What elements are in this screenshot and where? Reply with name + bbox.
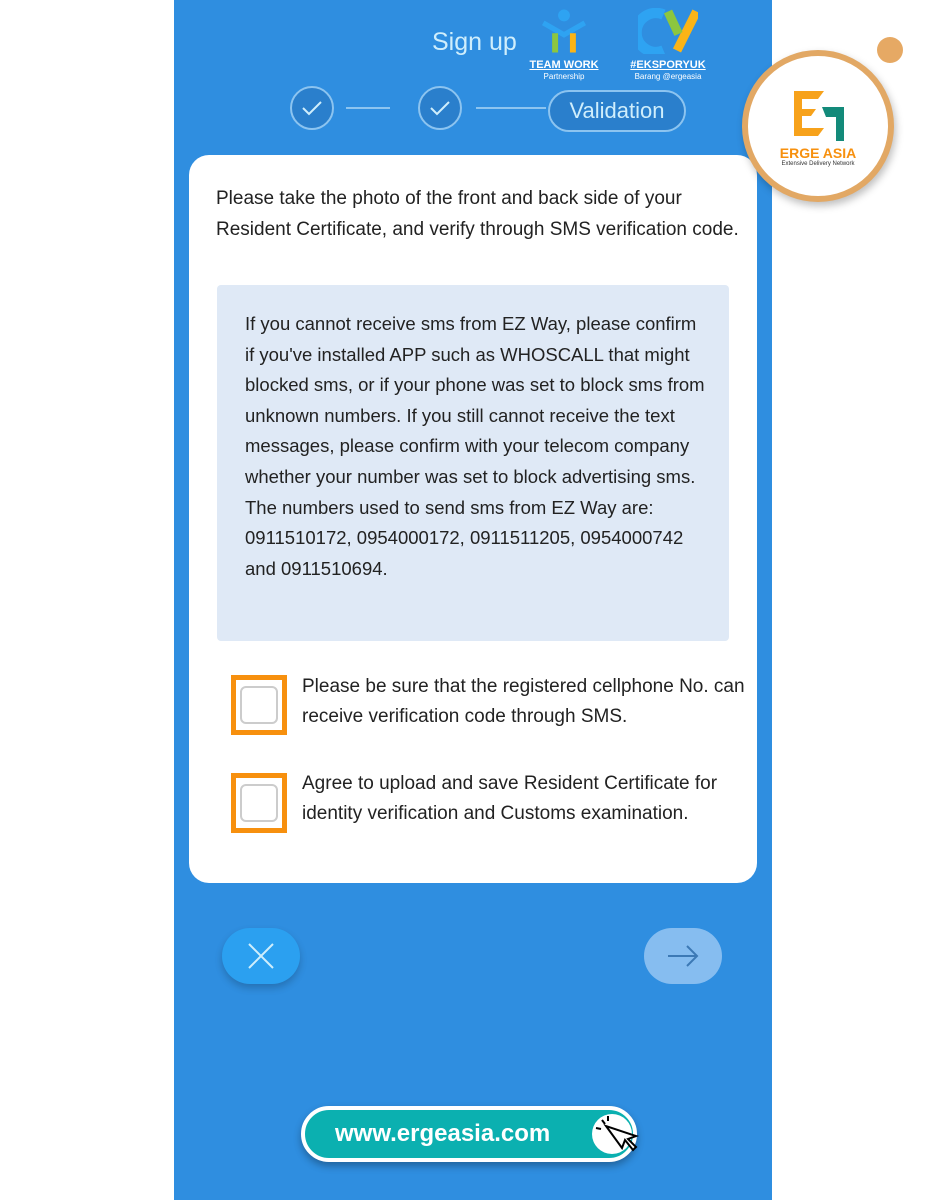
upload-agree-checkbox[interactable] bbox=[231, 773, 287, 833]
step-1-complete bbox=[290, 86, 334, 130]
phone-screen bbox=[174, 0, 772, 1200]
brand-tagline: Extensive Delivery Network bbox=[781, 161, 855, 167]
step-2-complete bbox=[418, 86, 462, 130]
instructions-text: Please take the photo of the front and back side of your Resident Certificate, and verify through SMS verification code. bbox=[216, 188, 739, 240]
teamwork-subtext: Partnership bbox=[543, 72, 585, 81]
cursor-click-icon bbox=[592, 1114, 632, 1154]
teamwork-text: TEAM WORK bbox=[529, 59, 599, 71]
eksporyuk-mark-icon bbox=[638, 8, 698, 54]
sms-confirm-checkbox[interactable] bbox=[231, 675, 287, 735]
verification-card bbox=[189, 155, 757, 883]
step-connector bbox=[476, 107, 546, 109]
arrow-right-icon bbox=[667, 945, 699, 967]
step-connector bbox=[346, 107, 390, 109]
page-title: Sign up bbox=[432, 28, 517, 56]
eksporyuk-subtext: Barang @ergeasia bbox=[634, 72, 702, 81]
erge-asia-mark-icon bbox=[788, 85, 848, 145]
eksporyuk-logo bbox=[620, 8, 716, 82]
sms-confirm-label: Please be sure that the registered cellphone No. can receive verification code through SMS. bbox=[302, 676, 745, 727]
step-validation: Validation bbox=[548, 90, 686, 132]
check-icon bbox=[301, 100, 323, 116]
erge-asia-logo bbox=[742, 50, 894, 202]
brand-name: ERGE ASIA bbox=[779, 145, 857, 161]
cancel-button[interactable] bbox=[222, 928, 300, 984]
website-url: www.ergeasia.com bbox=[335, 1120, 551, 1147]
website-link[interactable] bbox=[301, 1106, 637, 1162]
eksporyuk-text: #EKSPORYUK bbox=[630, 59, 706, 71]
decor-dot bbox=[877, 37, 903, 63]
upload-agree-label: Agree to upload and save Resident Certificate for identity verification and Customs examination. bbox=[302, 773, 718, 824]
close-icon bbox=[247, 942, 275, 970]
checkbox-box bbox=[240, 784, 278, 822]
check-icon bbox=[429, 100, 451, 116]
teamwork-figure-icon bbox=[540, 8, 588, 54]
teamwork-logo bbox=[526, 8, 602, 82]
sms-info-box: If you cannot receive sms from EZ Way, please confirm if you've installed APP such as WHOSCALL that might blocked sms, or if your phone was set to block sms from unknown numbers. If you still cannot receive the text messages, please confirm with your telecom company whether your number was set to block advertising sms. The numbers used to send sms from EZ Way are: 0911510172, 0954000172, 0911511205, 0954000742 and 0911510694. bbox=[217, 285, 729, 641]
next-button[interactable] bbox=[644, 928, 722, 984]
checkbox-box bbox=[240, 686, 278, 724]
